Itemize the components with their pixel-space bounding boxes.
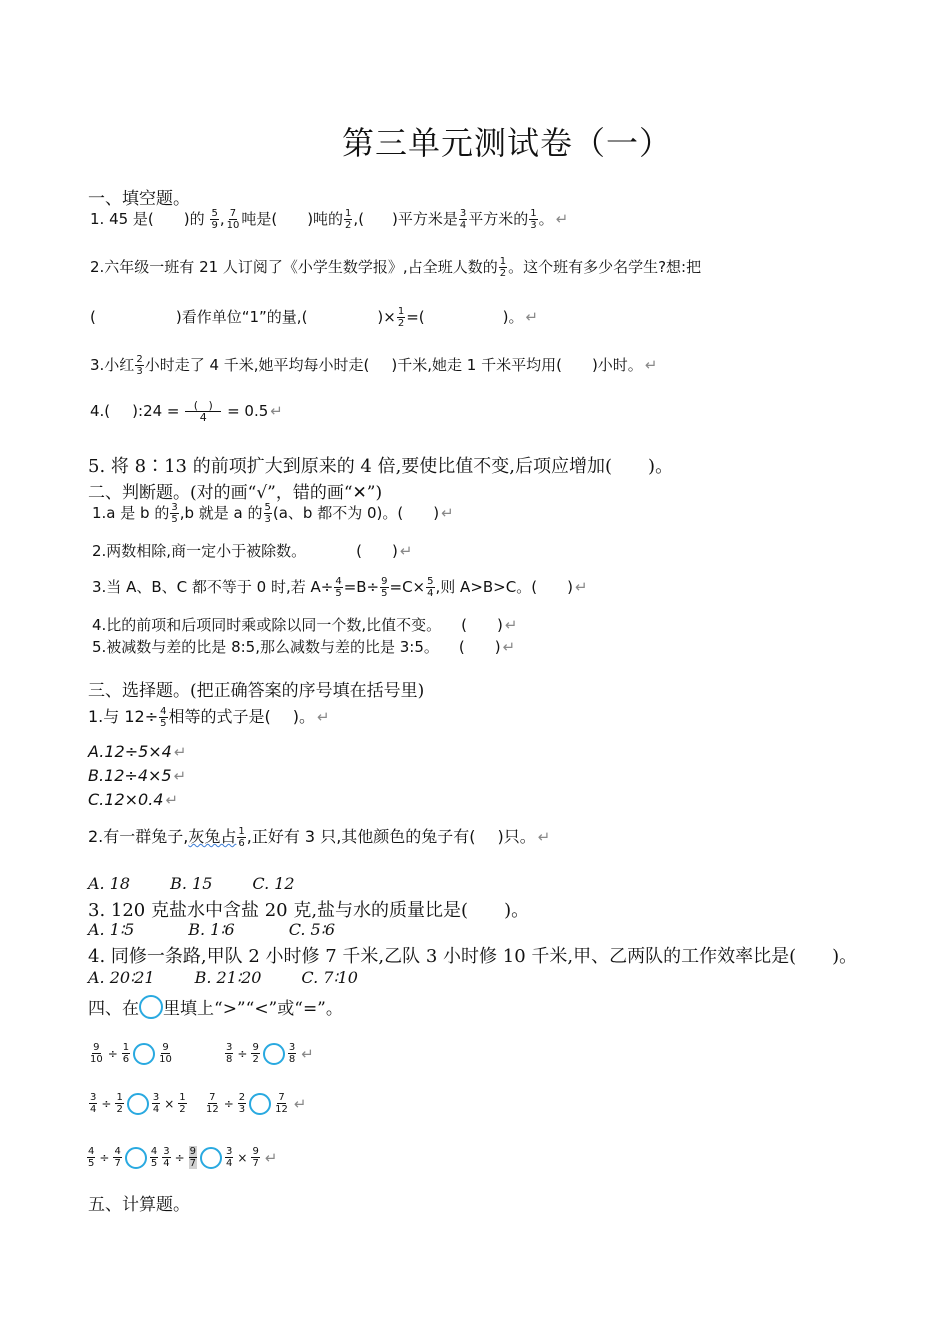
fill-question-2-line-2 <box>90 306 538 329</box>
fraction: $\frac{3}{4}$ <box>226 1146 233 1169</box>
return-mark-icon: ↵ <box>317 708 330 726</box>
text: 2.有一群兔子, <box>88 827 189 846</box>
judge-question-3 <box>92 576 588 599</box>
fraction: $\frac{1}{2}$ <box>116 1092 123 1115</box>
fraction: $\frac{7}{12}$ <box>275 1092 288 1115</box>
circle-icon <box>139 995 163 1019</box>
text: )。 <box>292 707 315 726</box>
judge-question-1 <box>92 502 454 525</box>
fraction: $\frac{3}{5}$ <box>171 502 178 525</box>
fraction: $\frac{( )}{4}$ <box>185 400 221 423</box>
operator: ÷ <box>174 1150 185 1165</box>
fraction: $\frac{9}{10}$ <box>159 1042 172 1065</box>
compare-answer-circle-5[interactable] <box>125 1147 147 1169</box>
text: =( <box>406 308 425 326</box>
compare-item-1 <box>88 1042 174 1065</box>
text: )平方米是 <box>392 210 458 228</box>
page-title: 第三单元测试卷（一） <box>342 124 673 162</box>
choice-question-4: 4. 同修一条路,甲队 2 小时修 7 千米,乙队 3 小时修 10 千米,甲、乙两队的工作效率比是( )。 <box>88 946 858 967</box>
section-calc-heading: 五、计算题。 <box>88 1195 190 1215</box>
text: ,( <box>353 210 365 228</box>
judge-question-4 <box>92 614 517 635</box>
text: , <box>219 210 225 228</box>
text: =C× <box>389 578 426 596</box>
text: )只。 <box>497 827 536 846</box>
choice-q2-option-a[interactable]: A. 18 <box>88 874 131 893</box>
fraction: $\frac{9}{10}$ <box>90 1042 103 1065</box>
fraction: $\frac{1}{2}$ <box>179 1092 186 1115</box>
choice-q4-option-a[interactable]: A. 20∶21 <box>88 968 155 987</box>
return-mark-icon: ↵ <box>441 504 454 522</box>
fraction: $\frac{9}{5}$ <box>381 576 388 599</box>
fraction: $\frac{1}{6}$ <box>238 826 245 849</box>
text: )吨的 <box>307 210 344 228</box>
fraction: $\frac{3}{4}$ <box>152 1092 160 1115</box>
option-text: A.12÷5×4 <box>88 742 172 761</box>
compare-item-5 <box>86 1146 277 1169</box>
operator: ÷ <box>237 1046 248 1061</box>
text: = 0.5 <box>227 402 269 420</box>
fraction: $\frac{9}{2}$ <box>252 1042 259 1065</box>
choice-q1-option-c[interactable] <box>88 790 178 809</box>
compare-answer-circle-3[interactable] <box>127 1093 149 1115</box>
text: 2.两数相除,商一定小于被除数。 <box>92 542 307 560</box>
text: 。 <box>538 210 554 228</box>
compare-answer-circle-2[interactable] <box>263 1043 285 1065</box>
return-mark-icon: ↵ <box>525 308 539 326</box>
fraction: $\frac{7}{12}$ <box>206 1092 219 1115</box>
text: ( <box>458 638 465 656</box>
compare-answer-circle-6[interactable] <box>200 1147 222 1169</box>
text: ( <box>90 308 96 326</box>
choice-question-1 <box>88 704 330 729</box>
fraction: $\frac{5}{4}$ <box>427 576 434 599</box>
judge-question-5 <box>92 636 515 657</box>
text: )× <box>377 308 396 326</box>
compare-item-4 <box>204 1092 306 1115</box>
compare-answer-circle-4[interactable] <box>249 1093 271 1115</box>
choice-q2-option-c[interactable]: C. 12 <box>252 874 295 893</box>
return-mark-icon: ↵ <box>293 1094 307 1113</box>
fraction: $\frac{1}{2}$ <box>397 306 405 329</box>
operator: ÷ <box>99 1150 110 1165</box>
text: (a、b 都不为 0)。( <box>272 504 404 522</box>
text: )。 <box>502 308 524 326</box>
choice-question-3: 3. 120 克盐水中含盐 20 克,盐与水的质量比是( )。 <box>88 900 530 921</box>
text: 5.被减数与差的比是 8:5,那么减数与差的比是 3:5。 <box>92 638 439 656</box>
text: ) <box>567 578 573 596</box>
text: ) <box>433 504 440 522</box>
fill-question-3 <box>90 354 657 377</box>
text: ( <box>461 616 467 634</box>
fraction: $\frac{4}{5}$ <box>88 1146 95 1169</box>
choice-question-2 <box>88 824 550 849</box>
text: )千米,她走 1 千米平均用( <box>391 356 562 374</box>
fraction: $\frac{9}{7}$ <box>189 1146 196 1169</box>
return-mark-icon: ↵ <box>504 616 518 634</box>
fraction: $\frac{4}{5}$ <box>160 706 167 729</box>
text: 4.比的前项和后项同时乘或除以同一个数,比值不变。 <box>92 616 442 634</box>
operator: ÷ <box>223 1096 234 1111</box>
compare-item-3 <box>88 1092 188 1115</box>
text: 1. 45 是( <box>90 210 154 228</box>
judge-question-2 <box>92 540 412 561</box>
fill-question-5: 5. 将 8∶13 的前项扩大到原来的 4 倍,要使比值不变,后项应增加( )。 <box>88 456 674 477</box>
choice-q3-option-c[interactable]: C. 5∶6 <box>288 920 336 939</box>
fraction: $\frac{3}{8}$ <box>226 1042 233 1065</box>
fraction: $\frac{4}{5}$ <box>335 576 342 599</box>
fraction: $\frac{3}{4}$ <box>459 208 467 231</box>
choice-q3-option-a[interactable]: A. 1∶5 <box>88 920 135 939</box>
text: 。这个班有多少名学生?想:把 <box>508 258 702 276</box>
option-text: B.12÷4×5 <box>88 766 172 785</box>
text: ,则 A>B>C。( <box>435 578 538 596</box>
fraction: $\frac{3}{8}$ <box>288 1042 296 1065</box>
text: 4.( <box>90 402 111 420</box>
text: 3.当 A、B、C 都不等于 0 时,若 A÷ <box>92 578 334 596</box>
text: ) <box>391 542 398 560</box>
text: )小时。 <box>591 356 643 374</box>
return-mark-icon: ↵ <box>173 743 187 761</box>
text: ,正好有 3 只,其他颜色的兔子有( <box>246 827 476 846</box>
text: ( <box>356 542 362 560</box>
choice-q3-options <box>88 920 335 939</box>
operator: × <box>237 1150 248 1165</box>
fraction: $\frac{2}{3}$ <box>136 354 143 377</box>
section-judge-heading: 二、判断题。(对的画“√”，错的画“✕”) <box>88 483 383 503</box>
choice-q2-options <box>88 874 295 893</box>
fill-question-1 <box>90 208 568 231</box>
fraction: $\frac{1}{2}$ <box>499 256 507 279</box>
text: ):24 = <box>132 402 180 420</box>
choice-q2-option-b[interactable]: B. 15 <box>170 874 213 893</box>
text: ) <box>494 638 501 656</box>
choice-q4-options <box>88 968 358 987</box>
section-compare-heading <box>88 994 343 1019</box>
return-mark-icon: ↵ <box>165 791 179 809</box>
return-mark-icon: ↵ <box>173 767 187 785</box>
return-mark-icon: ↵ <box>301 1044 314 1063</box>
text: ) <box>496 616 503 634</box>
fraction: $\frac{5}{3}$ <box>264 502 271 525</box>
return-mark-icon: ↵ <box>574 578 588 596</box>
text: 里填上“>”“<”或“=”。 <box>163 999 343 1019</box>
text: 1.与 12÷ <box>88 707 159 726</box>
text: 2.六年级一班有 21 人订阅了《小学生数学报》,占全班人数的 <box>90 258 498 276</box>
text: =B÷ <box>343 578 380 596</box>
text: 吨是( <box>241 210 278 228</box>
operator: × <box>164 1096 175 1111</box>
return-mark-icon: ↵ <box>502 638 516 656</box>
text: 1.a 是 b 的 <box>92 504 170 522</box>
compare-item-2 <box>224 1042 314 1065</box>
fill-question-2-line-1 <box>90 256 701 279</box>
fraction: $\frac{4}{7}$ <box>114 1146 121 1169</box>
choice-q1-option-b[interactable] <box>88 766 186 785</box>
return-mark-icon: ↵ <box>555 210 569 228</box>
choice-q3-option-b[interactable]: B. 1∶6 <box>188 920 235 939</box>
text: 相等的式子是( <box>168 707 271 726</box>
section-choice-heading: 三、选择题。(把正确答案的序号填在括号里) <box>88 681 425 701</box>
fraction: $\frac{1}{6}$ <box>122 1042 130 1065</box>
return-mark-icon: ↵ <box>270 402 283 420</box>
choice-q1-option-a[interactable] <box>88 742 186 761</box>
choice-q4-option-b[interactable]: B. 21∶20 <box>194 968 262 987</box>
fraction: $\frac{3}{4}$ <box>90 1092 97 1115</box>
text: 平方米的 <box>468 210 529 228</box>
fraction: $\frac{7}{10}$ <box>226 208 240 231</box>
fraction: $\frac{3}{4}$ <box>163 1146 170 1169</box>
text: 四、在 <box>88 999 139 1019</box>
return-mark-icon: ↵ <box>537 828 551 846</box>
choice-q4-option-c[interactable]: C. 7∶10 <box>301 968 358 987</box>
section-fill-heading: 一、填空题。 <box>88 189 190 209</box>
fraction: $\frac{2}{3}$ <box>238 1092 246 1115</box>
fraction: $\frac{5}{9}$ <box>211 208 218 231</box>
fraction: $\frac{4}{5}$ <box>150 1146 158 1169</box>
fraction: $\frac{1}{3}$ <box>530 208 537 231</box>
text: 3.小红 <box>90 356 135 374</box>
text: 小时走了 4 千米,她平均每小时走( <box>144 356 370 374</box>
operator: ÷ <box>101 1096 112 1111</box>
text: ,b 就是 a 的 <box>179 504 263 522</box>
fraction: $\frac{9}{7}$ <box>252 1146 259 1169</box>
fraction: $\frac{1}{2}$ <box>345 208 352 231</box>
fill-question-4 <box>90 400 283 423</box>
text: )的 <box>183 210 205 228</box>
operator: ÷ <box>107 1046 118 1061</box>
return-mark-icon: ↵ <box>264 1148 278 1167</box>
option-text: C.12×0.4 <box>88 790 164 809</box>
return-mark-icon: ↵ <box>399 542 413 560</box>
return-mark-icon: ↵ <box>644 356 658 374</box>
text: )看作单位“1”的量,( <box>175 308 308 326</box>
compare-answer-circle-1[interactable] <box>133 1043 155 1065</box>
text: 灰兔占 <box>188 827 237 846</box>
